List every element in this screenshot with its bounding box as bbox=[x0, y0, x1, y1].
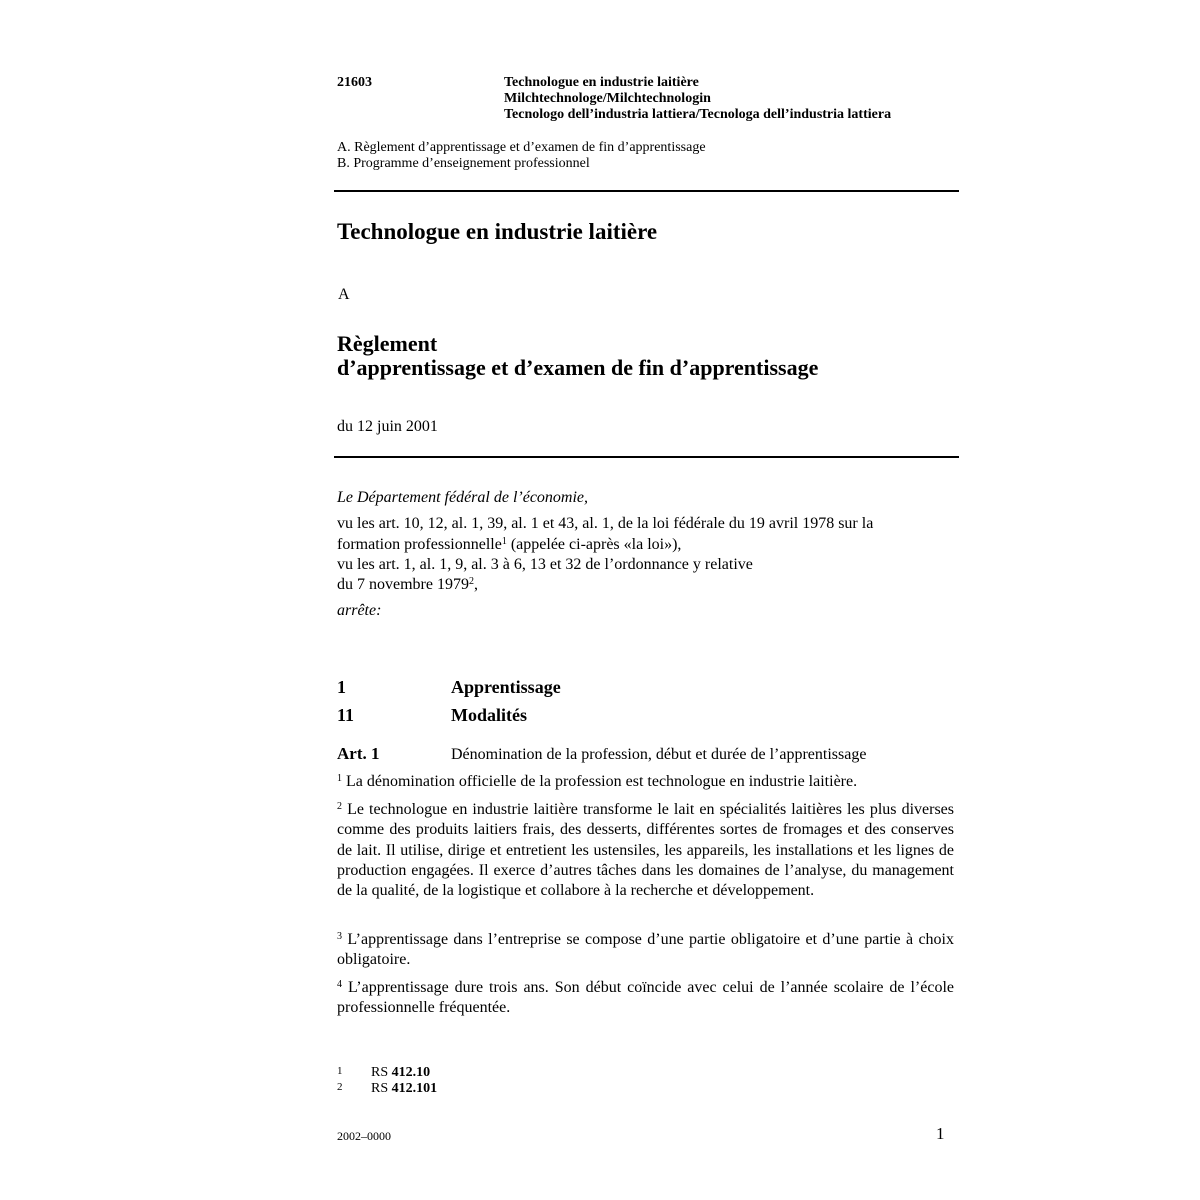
footnote-prefix-2: RS bbox=[371, 1081, 392, 1096]
footnote-number-2: 2 bbox=[337, 1081, 343, 1093]
footer-code: 2002–0000 bbox=[337, 1129, 391, 1143]
paragraph-text-2: Le technologue en industrie laitière transforme le lait en spécialités laitières les plus diverses comme des produits laitiers frais, des desserts, différentes sortes de fromages et des conserves de lait. Il utilise, dirige et entretient les ustensiles, les appareils, les installations et les lignes de production engagées. Il exerce d’autres tâches dans les domaines de l’analyse, du management de la qualité, de la logistique et collabore à la recherche et développement. bbox=[337, 801, 954, 900]
preamble-decree: arrête: bbox=[337, 602, 382, 619]
preamble-authority: Le Département fédéral de l’économie, bbox=[337, 489, 589, 506]
paragraph-number-3: 3 bbox=[337, 931, 342, 942]
footnote-2 bbox=[337, 1080, 437, 1096]
preamble-line-4 bbox=[337, 575, 478, 595]
article-paragraph-1 bbox=[337, 772, 954, 792]
section-title-11: Modalités bbox=[451, 705, 527, 725]
top-rule bbox=[334, 190, 959, 192]
preamble-line-4-rest: , bbox=[473, 576, 478, 593]
paragraph-number-2: 2 bbox=[337, 801, 342, 812]
footnote-ref-1: 1 bbox=[501, 536, 507, 547]
section-number-1: 1 bbox=[337, 677, 346, 697]
page-number: 1 bbox=[936, 1124, 945, 1143]
article-paragraph-3 bbox=[337, 930, 954, 971]
footnote-ref-text-2: 412.101 bbox=[391, 1081, 438, 1096]
header-title-fr: Technologue en industrie laitière bbox=[504, 75, 699, 90]
paragraph-text-1: La dénomination officielle de la profession est technologue en industrie laitière. bbox=[342, 773, 858, 790]
paragraph-number-1: 1 bbox=[337, 773, 342, 784]
preamble-line-1: vu les art. 10, 12, al. 1, 39, al. 1 et 43, al. 1, de la loi fédérale du 19 avril 1978 sur la bbox=[337, 515, 874, 532]
part-b-label: B. Programme d’enseignement professionnel bbox=[337, 156, 590, 171]
paragraph-text-4: L’apprentissage dure trois ans. Son début coïncide avec celui de l’année scolaire de l’école professionnelle fréquentée. bbox=[337, 979, 954, 1017]
footnote-ref-2: 2 bbox=[468, 576, 474, 587]
main-title: Technologue en industrie laitière bbox=[337, 219, 658, 244]
footnote-ref-text-1: 412.10 bbox=[391, 1065, 431, 1080]
footnote-number-1: 1 bbox=[337, 1065, 343, 1077]
preamble-line-2-rest: (appelée ci-après «la loi»), bbox=[506, 536, 682, 553]
middle-rule bbox=[334, 456, 959, 458]
preamble-line-3: vu les art. 1, al. 1, 9, al. 3 à 6, 13 et 32 de l’ordonnance y relative bbox=[337, 556, 753, 573]
part-letter: A bbox=[338, 286, 350, 303]
preamble-line-2 bbox=[337, 535, 681, 555]
part-a-label: A. Règlement d’apprentissage et d’examen de fin d’apprentissage bbox=[337, 140, 706, 155]
regulation-title-line1: Règlement bbox=[337, 331, 438, 356]
section-title-1: Apprentissage bbox=[451, 677, 561, 697]
article-paragraph-4 bbox=[337, 978, 954, 1019]
paragraph-text-3: L’apprentissage dans l’entreprise se compose d’une partie obligatoire et d’une partie à choix obligatoire. bbox=[337, 931, 954, 969]
article-title: Dénomination de la profession, début et durée de l’apprentissage bbox=[451, 746, 867, 763]
regulation-title-line2: d’apprentissage et d’examen de fin d’apprentissage bbox=[337, 355, 819, 380]
preamble-line-4-text: du 7 novembre 1979 bbox=[337, 576, 469, 593]
regulation-date: du 12 juin 2001 bbox=[337, 418, 438, 435]
header-title-it: Tecnologo dell’industria lattiera/Tecnologa dell’industria lattiera bbox=[504, 107, 892, 122]
preamble-line-2-text: formation professionnelle bbox=[337, 536, 502, 553]
document-number: 21603 bbox=[337, 75, 372, 90]
section-number-11: 11 bbox=[337, 705, 355, 725]
article-paragraph-2 bbox=[337, 800, 954, 901]
header-title-de: Milchtechnologe/Milchtechnologin bbox=[504, 91, 711, 106]
footnote-prefix-1: RS bbox=[371, 1065, 392, 1080]
article-label: Art. 1 bbox=[337, 744, 380, 763]
paragraph-number-4: 4 bbox=[337, 979, 342, 990]
footnote-1 bbox=[337, 1064, 430, 1080]
